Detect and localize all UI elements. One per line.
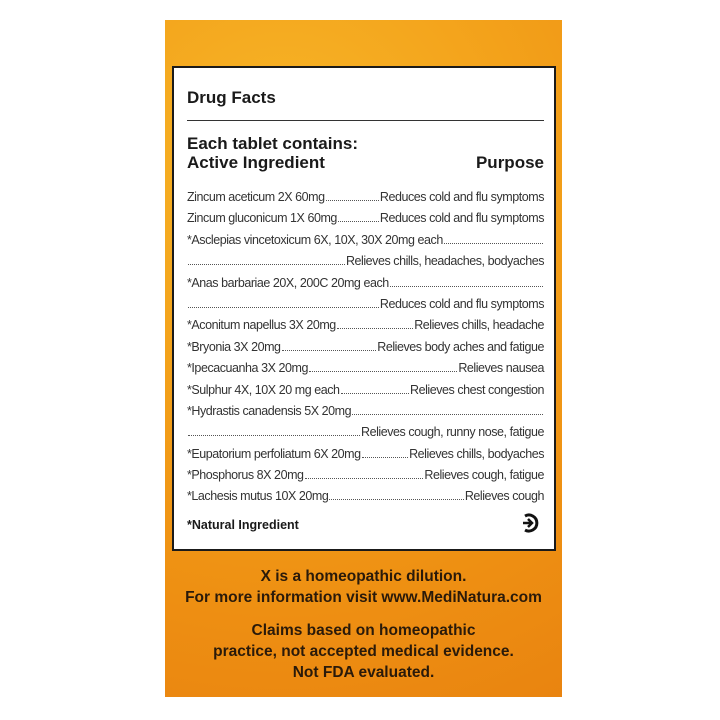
dot-leader [309, 371, 457, 372]
ingredient-purpose: Relieves cough [464, 489, 544, 504]
ingredient-row [187, 489, 544, 510]
ingredient-name: *Ipecacuanha 3X 20mg [187, 361, 308, 376]
ingredient-name: *Bryonia 3X 20mg [187, 339, 281, 354]
ingredient-purpose: Reduces cold and flu symptoms [379, 190, 544, 204]
natural-ingredient-note: *Natural Ingredient [187, 518, 299, 532]
ingredient-purpose: Relieves chest congestion [410, 382, 544, 397]
ingredient-name: *Hydrastis canadensis 5X 20mg [187, 403, 352, 418]
dot-leader [341, 393, 409, 394]
ingredient-purpose: Relieves nausea [458, 361, 544, 376]
ingredient-row [187, 276, 544, 297]
active-ingredient-header: Active Ingredient [187, 153, 325, 172]
dot-leader [337, 328, 413, 329]
ingredient-purpose: Relieves chills, bodyaches [409, 446, 544, 461]
footer-claims-1: Claims based on homeopathic [251, 622, 476, 639]
drug-facts-title: Drug Facts [187, 88, 276, 107]
dot-leader [362, 457, 408, 458]
ingredient-row [187, 383, 544, 404]
ingredient-row [187, 361, 544, 382]
dot-leader [326, 200, 379, 201]
drug-facts-panel [172, 66, 556, 551]
divider [187, 120, 544, 121]
ingredient-row [187, 318, 544, 339]
dot-leader [352, 414, 543, 415]
ingredient-name: *Eupatorium perfoliatum 6X 20mg [187, 446, 361, 461]
ingredient-purpose: Reduces cold and flu symptoms [379, 211, 544, 226]
ingredient-row [187, 468, 544, 489]
dot-leader [188, 307, 379, 308]
ingredient-purpose: Relieves body aches and fatigue [377, 339, 544, 354]
ingredient-purpose: Relieves chills, headache [414, 318, 544, 333]
footer-website: For more information visit www.MediNatura.com [185, 589, 542, 606]
dot-leader [390, 286, 543, 287]
ingredient-row [187, 233, 544, 254]
dot-leader [188, 264, 345, 265]
dot-leader [282, 350, 377, 351]
ingredient-purpose: Relieves cough, fatigue [424, 468, 544, 483]
ingredient-name: *Phosphorus 8X 20mg [187, 468, 304, 483]
ingredient-name: *Lachesis mutus 10X 20mg [187, 489, 329, 504]
ingredient-name: Zincum gluconicum 1X 60mg [187, 211, 337, 226]
ingredient-name: *Aconitum napellus 3X 20mg [187, 318, 336, 333]
ingredient-row [187, 297, 544, 318]
dot-leader [188, 435, 360, 436]
ingredient-name: *Anas barbariae 20X, 200C 20mg each [187, 275, 389, 290]
footer-claims-2: practice, not accepted medical evidence. [213, 643, 514, 660]
ingredient-row [187, 404, 544, 425]
purpose-header: Purpose [475, 153, 544, 172]
ingredient-purpose: Reduces cold and flu symptoms [379, 296, 544, 311]
dot-leader [444, 243, 543, 244]
ingredient-row [187, 425, 544, 446]
footer-dilution: X is a homeopathic dilution. [260, 568, 467, 585]
dot-leader [305, 478, 424, 479]
each-tablet-heading: Each tablet contains: [187, 134, 358, 153]
ingredient-row [187, 190, 544, 211]
ingredient-row [187, 447, 544, 468]
ingredient-list [187, 190, 544, 511]
ingredient-row [187, 211, 544, 232]
dot-leader [338, 221, 379, 222]
ingredient-name: *Sulphur 4X, 10X 20 mg each [187, 382, 340, 397]
footer-claims-3: Not FDA evaluated. [292, 664, 435, 681]
ingredient-name: *Asclepias vincetoxicum 6X, 10X, 30X 20mg each [187, 232, 443, 247]
ingredient-purpose: Relieves cough, runny nose, fatigue [361, 425, 544, 440]
dot-leader [329, 499, 463, 500]
ingredient-row [187, 340, 544, 361]
ingredient-purpose: Relieves chills, headaches, bodyaches [345, 254, 544, 269]
ingredient-row [187, 254, 544, 275]
continue-arrow-icon [520, 512, 542, 534]
ingredient-name: Zincum aceticum 2X 60mg [187, 190, 325, 204]
